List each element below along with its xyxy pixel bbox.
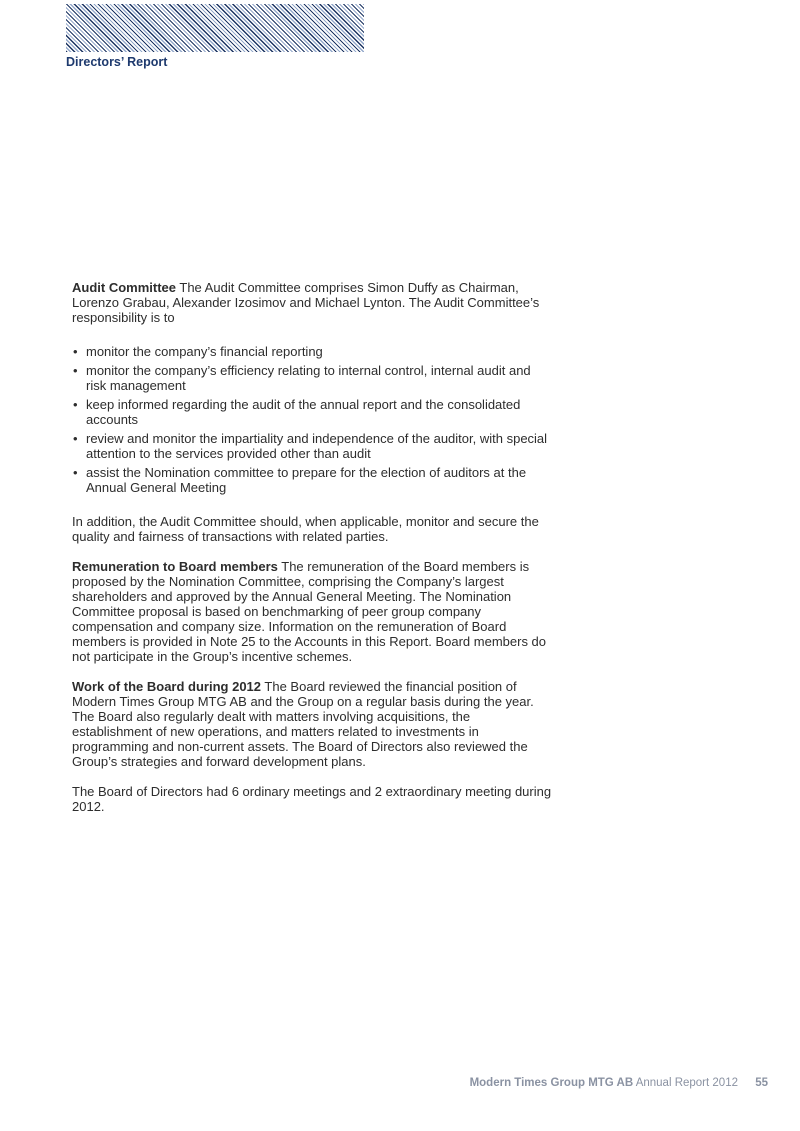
- section-title: Directors’ Report: [66, 55, 168, 69]
- report-body: [72, 280, 553, 829]
- bullet-icon: •: [73, 431, 78, 446]
- footer-report-title: Annual Report 2012: [635, 1077, 738, 1089]
- run-in-heading-work-of-board: Work of the Board during 2012: [72, 679, 262, 694]
- list-item-text: keep informed regarding the audit of the annual report and the consolidated accounts: [86, 397, 521, 427]
- bullet-icon: •: [73, 344, 78, 359]
- paragraph-text: The remuneration of the Board members is proposed by the Nomination Committee, comprising the Company’s largest shareholders and approved by the Annual General Meeting. The Nomination Committee proposal is based on benchmarking of peer group company compensation and company size. Information on the remuneration of Board members is provided in Note 25 to the Accounts in this Report. Board members do not participate in the Group’s incentive schemes.: [72, 559, 547, 664]
- list-item: [72, 397, 553, 427]
- paragraph-in-addition: In addition, the Audit Committee should, when applicable, monitor and secure the quality and fairness of transactions with related parties.: [72, 514, 539, 544]
- run-in-heading-audit-committee: Audit Committee: [72, 280, 176, 295]
- footer-company-name: Modern Times Group MTG AB: [469, 1077, 634, 1089]
- bullet-icon: •: [73, 363, 78, 378]
- paragraph-work-of-board: [72, 679, 553, 769]
- page-footer: [470, 1077, 768, 1089]
- list-item: [72, 344, 553, 359]
- list-item-text: monitor the company’s efficiency relating to internal control, internal audit and risk management: [86, 363, 531, 393]
- paragraph-text: The Board reviewed the financial position of Modern Times Group MTG AB and the Group on a regular basis during the year. The Board also regularly dealt with matters involving acquisitions, the establishment of new operations, and matters related to investments in programming and non-current assets. The Board of Directors also reviewed the Group’s strategies and forward development plans.: [72, 679, 534, 769]
- list-item-text: monitor the company’s financial reporting: [86, 344, 323, 359]
- hatched-pattern-banner: [66, 4, 364, 52]
- bullet-icon: •: [73, 465, 78, 480]
- list-item: [72, 465, 553, 495]
- paragraph-audit-committee: [72, 280, 553, 325]
- list-item: [72, 431, 553, 461]
- paragraph-meetings: The Board of Directors had 6 ordinary meetings and 2 extraordinary meeting during 2012.: [72, 784, 552, 814]
- list-item-text: assist the Nomination committee to prepare for the election of auditors at the Annual General Meeting: [86, 465, 527, 495]
- list-item: [72, 363, 553, 393]
- list-item-text: review and monitor the impartiality and independence of the auditor, with special attention to the services provided other than audit: [86, 431, 548, 461]
- footer-page-number: 55: [755, 1077, 768, 1089]
- paragraph-text: The Audit Committee comprises Simon Duffy as Chairman, Lorenzo Grabau, Alexander Izosimov and Michael Lynton. The Audit Committee’s responsibility is to: [72, 280, 540, 325]
- run-in-heading-remuneration: Remuneration to Board members: [72, 559, 278, 574]
- audit-committee-duties-list: [72, 344, 553, 495]
- bullet-icon: •: [73, 397, 78, 412]
- paragraph-remuneration: [72, 559, 553, 664]
